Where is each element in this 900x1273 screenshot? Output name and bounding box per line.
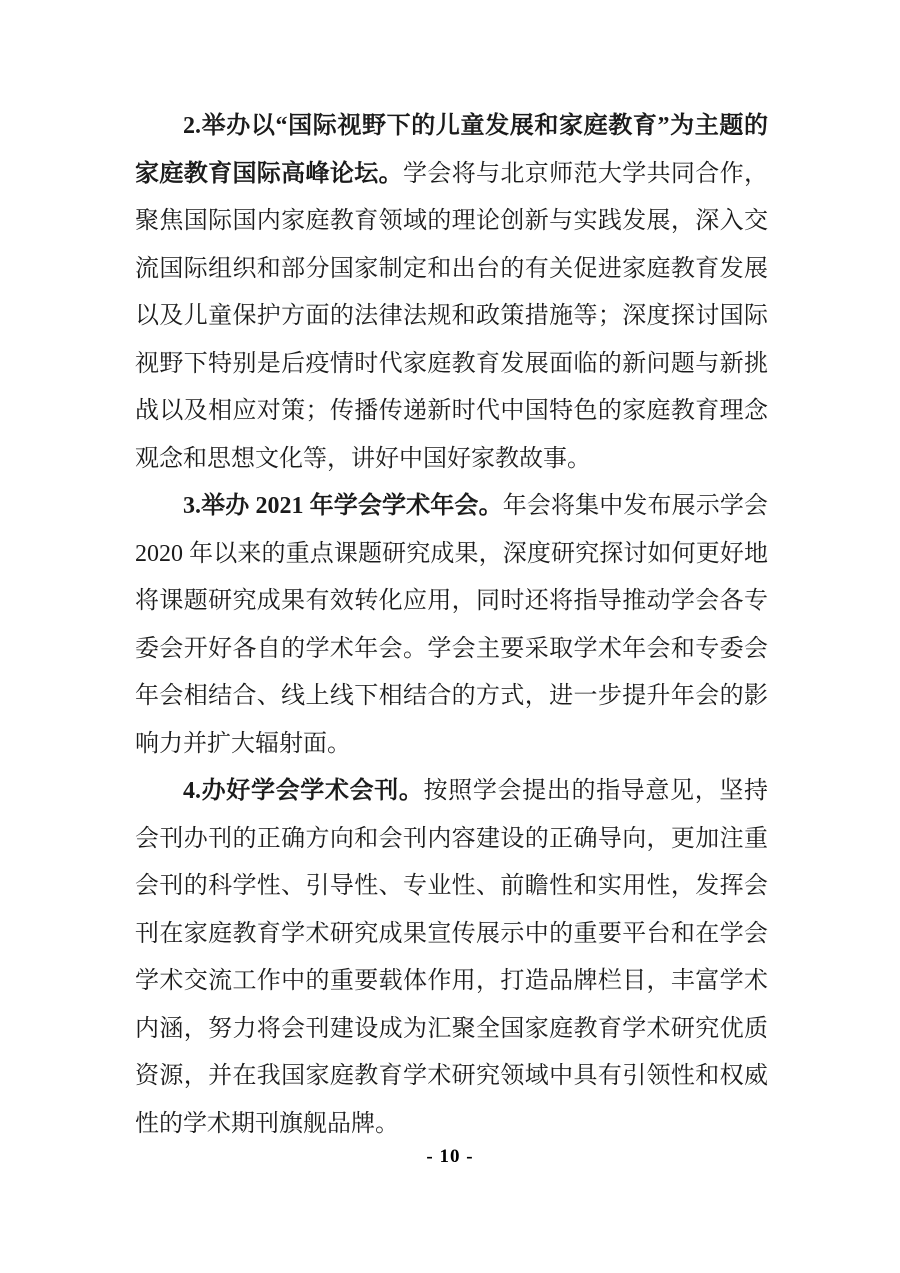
paragraph	[135, 483, 768, 768]
paragraph-body: 年会将集中发布展示学会 2020 年以来的重点课题研究成果，深度研究探讨如何更好地将课题研究成果有效转化应用，同时还将指导推动学会各专委会开好各自的学术年会。学会主要采取学术年会和专委会年会相结合、线上线下相结合的方式，进一步提升年会的影响力并扩大辐射面。	[135, 493, 769, 757]
paragraph-body: 按照学会提出的指导意见，坚持会刊办刊的正确方向和会刊内容建设的正确导向，更加注重会刊的科学性、引导性、专业性、前瞻性和实用性，发挥会刊在家庭教育学术研究成果宣传展示中的重要平台和在学会学术交流工作中的重要载体作用，打造品牌栏目，丰富学术内涵，努力将会刊建设成为汇聚全国家庭教育学术研究优质资源，并在我国家庭教育学术研究领域中具有引领性和权威性的学术期刊旗舰品牌。	[135, 778, 769, 1137]
paragraph	[135, 768, 768, 1148]
document-text-block	[135, 103, 768, 1148]
page-number: - 10 -	[426, 1146, 474, 1167]
paragraph-lead: 3.举办 2021 年学会学术年会。	[183, 493, 503, 519]
paragraph	[135, 103, 768, 483]
paragraph-body: 学会将与北京师范大学共同合作，聚焦国际国内家庭教育领域的理论创新与实践发展，深入交流国际组织和部分国家制定和出台的有关促进家庭教育发展以及儿童保护方面的法律法规和政策措施等；深度探讨国际视野下特别是后疫情时代家庭教育发展面临的新问题与新挑战以及相应对策；传播传递新时代中国特色的家庭教育理念观念和思想文化等，讲好中国好家教故事。	[135, 160, 769, 472]
paragraph-lead: 2.举办以“国际视野下的儿童发展和家庭教育”为主题的家庭教育国际高峰论坛。	[135, 113, 768, 187]
paragraph-lead: 4.办好学会学术会刊。	[183, 778, 424, 804]
